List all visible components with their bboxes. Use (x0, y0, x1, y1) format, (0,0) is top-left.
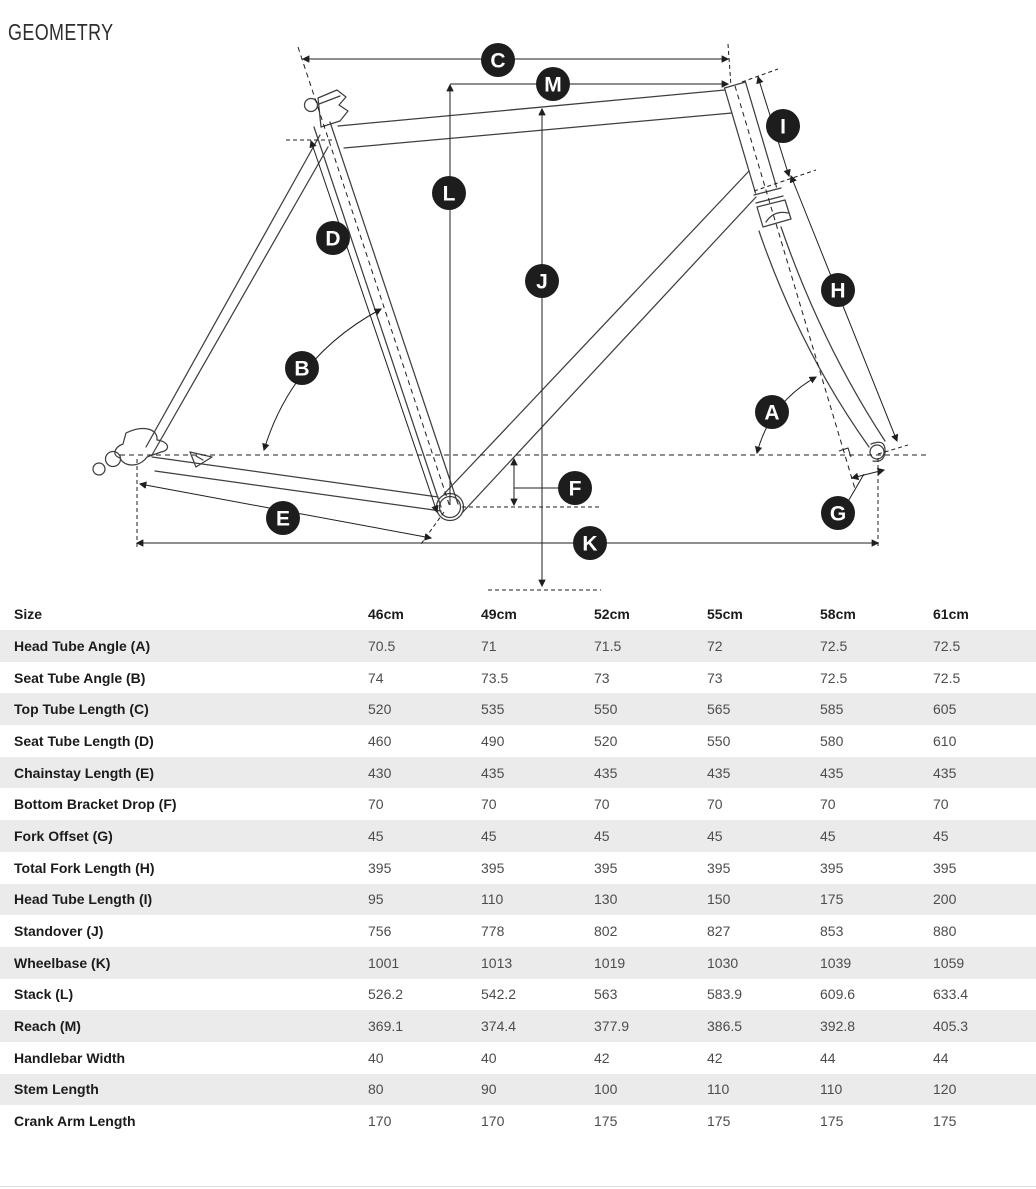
cell-value: 605 (933, 701, 957, 718)
cell-value: 71.5 (594, 637, 622, 654)
cell-value: 175 (820, 1113, 844, 1130)
row-label: Handlebar Width (14, 1049, 126, 1066)
cell-value: 44 (820, 1049, 836, 1066)
cell-value: 633.4 (933, 986, 969, 1003)
row-label: Fork Offset (G) (14, 827, 113, 844)
cell-value: 45 (707, 827, 723, 844)
cell-value: 460 (368, 732, 392, 749)
cell-value: 563 (594, 986, 618, 1003)
cell-value: 542.2 (481, 986, 517, 1003)
cell-value: 70 (933, 796, 949, 813)
cell-value: 435 (707, 764, 731, 781)
cell-value: 392.8 (820, 1018, 856, 1035)
cell-value: 1001 (368, 954, 400, 971)
cell-value: 73.5 (481, 669, 509, 686)
table-row (0, 915, 1036, 947)
cell-value: 430 (368, 764, 392, 781)
cell-value: 377.9 (594, 1018, 630, 1035)
row-label: Head Tube Angle (A) (14, 637, 151, 654)
cell-value: 395 (481, 859, 505, 876)
cell-value: 374.4 (481, 1018, 517, 1035)
cell-value: 73 (594, 669, 610, 686)
front-dropout (870, 445, 884, 459)
label-i-icon (766, 109, 800, 143)
cell-value: 70 (368, 796, 384, 813)
cell-value: 90 (481, 1081, 497, 1098)
cell-value: 170 (368, 1113, 392, 1130)
cell-value: 70.5 (368, 637, 396, 654)
row-label: Reach (M) (14, 1018, 81, 1035)
cell-value: 72.5 (933, 637, 961, 654)
row-label: Standover (J) (14, 923, 104, 940)
cell-value: 95 (368, 891, 384, 908)
cell-value: 80 (368, 1081, 384, 1098)
cell-value: 395 (933, 859, 957, 876)
cell-value: 535 (481, 701, 505, 718)
cell-value: 405.3 (933, 1018, 969, 1035)
cell-value: 520 (368, 701, 392, 718)
cell-value: 70 (481, 796, 497, 813)
column-header-58cm: 58cm (820, 605, 856, 622)
table-row (0, 693, 1036, 725)
row-label: Head Tube Length (I) (14, 891, 153, 908)
cell-value: 395 (820, 859, 844, 876)
cell-value: 73 (707, 669, 723, 686)
cell-value: 490 (481, 732, 505, 749)
table-row (0, 884, 1036, 916)
cell-value: 70 (594, 796, 610, 813)
bottom-divider (0, 1186, 1036, 1187)
column-header-size: Size (14, 605, 43, 622)
label-d-icon (316, 221, 350, 255)
dim-fork-offset (852, 470, 884, 478)
cell-value: 72.5 (933, 669, 961, 686)
label-m-icon (536, 67, 570, 101)
svg-text:I: I (780, 115, 786, 139)
row-label: Stem Length (14, 1081, 99, 1098)
cell-value: 395 (368, 859, 392, 876)
cell-value: 853 (820, 923, 844, 940)
dim-fork-length (791, 176, 897, 441)
column-header-46cm: 46cm (368, 605, 404, 622)
row-label: Stack (L) (14, 986, 74, 1003)
table-row (0, 1042, 1036, 1074)
table-row (0, 662, 1036, 694)
cell-value: 1030 (707, 954, 739, 971)
label-e-icon (266, 501, 300, 535)
table-row (0, 725, 1036, 757)
cell-value: 610 (933, 732, 957, 749)
svg-text:A: A (764, 401, 780, 425)
table-row (0, 1074, 1036, 1106)
table-row (0, 979, 1036, 1011)
table-row (0, 947, 1036, 979)
label-g-icon (821, 496, 855, 530)
cell-value: 45 (933, 827, 949, 844)
cell-value: 74 (368, 669, 384, 686)
svg-text:K: K (582, 532, 598, 556)
cell-value: 72.5 (820, 637, 848, 654)
svg-text:C: C (490, 49, 506, 73)
cell-value: 520 (594, 732, 618, 749)
cell-value: 1039 (820, 954, 852, 971)
label-a-icon (755, 395, 789, 429)
column-header-61cm: 61cm (933, 605, 969, 622)
cell-value: 40 (481, 1049, 497, 1066)
row-label: Chainstay Length (E) (14, 764, 155, 781)
cell-value: 170 (481, 1113, 505, 1130)
table-row (0, 820, 1036, 852)
cell-value: 1019 (594, 954, 626, 971)
column-header-52cm: 52cm (594, 605, 630, 622)
cell-value: 802 (594, 923, 618, 940)
cell-value: 435 (481, 764, 505, 781)
cell-value: 827 (707, 923, 731, 940)
cell-value: 200 (933, 891, 957, 908)
svg-text:B: B (294, 357, 310, 381)
row-label: Bottom Bracket Drop (F) (14, 796, 177, 813)
cell-value: 110 (481, 891, 504, 908)
dim-seat-angle-arc (264, 309, 381, 450)
table-row (0, 757, 1036, 789)
cell-value: 435 (933, 764, 957, 781)
label-c-icon (481, 43, 515, 77)
cell-value: 70 (707, 796, 723, 813)
cell-value: 585 (820, 701, 844, 718)
cell-value: 175 (707, 1113, 731, 1130)
label-f-icon (558, 471, 592, 505)
cell-value: 110 (820, 1081, 843, 1098)
cell-value: 40 (368, 1049, 384, 1066)
svg-text:M: M (544, 73, 562, 97)
svg-text:E: E (275, 507, 291, 531)
dim-seat-tube (311, 141, 437, 512)
cell-value: 395 (707, 859, 731, 876)
cell-value: 609.6 (820, 986, 856, 1003)
cell-value: 45 (594, 827, 610, 844)
cell-value: 369.1 (368, 1018, 404, 1035)
cell-value: 175 (820, 891, 844, 908)
cell-value: 778 (481, 923, 505, 940)
cell-value: 565 (707, 701, 731, 718)
cell-value: 42 (594, 1049, 610, 1066)
row-label: Seat Tube Angle (B) (14, 669, 146, 686)
cell-value: 120 (933, 1081, 957, 1098)
cell-value: 386.5 (707, 1018, 743, 1035)
row-label: Top Tube Length (C) (14, 701, 149, 718)
row-label: Total Fork Length (H) (14, 859, 155, 876)
cell-value: 1013 (481, 954, 513, 971)
cell-value: 45 (368, 827, 384, 844)
cell-value: 1059 (933, 954, 965, 971)
cell-value: 110 (707, 1081, 730, 1098)
label-b-icon (285, 351, 319, 385)
label-k-icon (573, 526, 607, 560)
svg-text:F: F (568, 477, 582, 501)
dimension-lines (120, 44, 928, 590)
table-header-row (0, 597, 1036, 630)
cell-value: 435 (820, 764, 844, 781)
fork-crown (757, 200, 791, 227)
cell-value: 45 (481, 827, 497, 844)
cell-value: 550 (707, 732, 731, 749)
cell-value: 72 (707, 637, 723, 654)
svg-text:L: L (442, 182, 456, 206)
cell-value: 130 (594, 891, 618, 908)
table-row (0, 1010, 1036, 1042)
svg-text:J: J (536, 270, 548, 294)
cell-value: 526.2 (368, 986, 404, 1003)
cell-value: 550 (594, 701, 618, 718)
label-j-icon (525, 264, 559, 298)
column-header-55cm: 55cm (707, 605, 743, 622)
cell-value: 44 (933, 1049, 949, 1066)
cell-value: 72.5 (820, 669, 848, 686)
cell-value: 71 (481, 637, 497, 654)
geometry-table (0, 597, 1036, 1137)
cell-value: 175 (933, 1113, 957, 1130)
rear-dropout (106, 452, 121, 467)
table-row (0, 852, 1036, 884)
seat-tube-axis (298, 47, 450, 507)
cell-value: 100 (594, 1081, 618, 1098)
column-header-49cm: 49cm (481, 605, 517, 622)
cell-value: 583.9 (707, 986, 743, 1003)
cell-value: 175 (594, 1113, 618, 1130)
label-l-icon (432, 176, 466, 210)
cell-value: 150 (707, 891, 731, 908)
label-h-icon (821, 273, 855, 307)
section-title: GEOMETRY (8, 19, 114, 46)
table-row (0, 1105, 1036, 1137)
cell-value: 42 (707, 1049, 723, 1066)
row-label: Seat Tube Length (D) (14, 732, 154, 749)
svg-text:D: D (325, 227, 341, 251)
cell-value: 435 (594, 764, 618, 781)
svg-text:H: H (830, 279, 846, 303)
cell-value: 880 (933, 923, 957, 940)
row-label: Crank Arm Length (14, 1113, 136, 1130)
cell-value: 580 (820, 732, 844, 749)
cell-value: 756 (368, 923, 392, 940)
table-body (0, 630, 1036, 1137)
svg-text:G: G (829, 502, 847, 526)
table-row (0, 630, 1036, 662)
row-label: Wheelbase (K) (14, 954, 111, 971)
cell-value: 395 (594, 859, 618, 876)
cell-value: 70 (820, 796, 836, 813)
cell-value: 45 (820, 827, 836, 844)
table-row (0, 788, 1036, 820)
